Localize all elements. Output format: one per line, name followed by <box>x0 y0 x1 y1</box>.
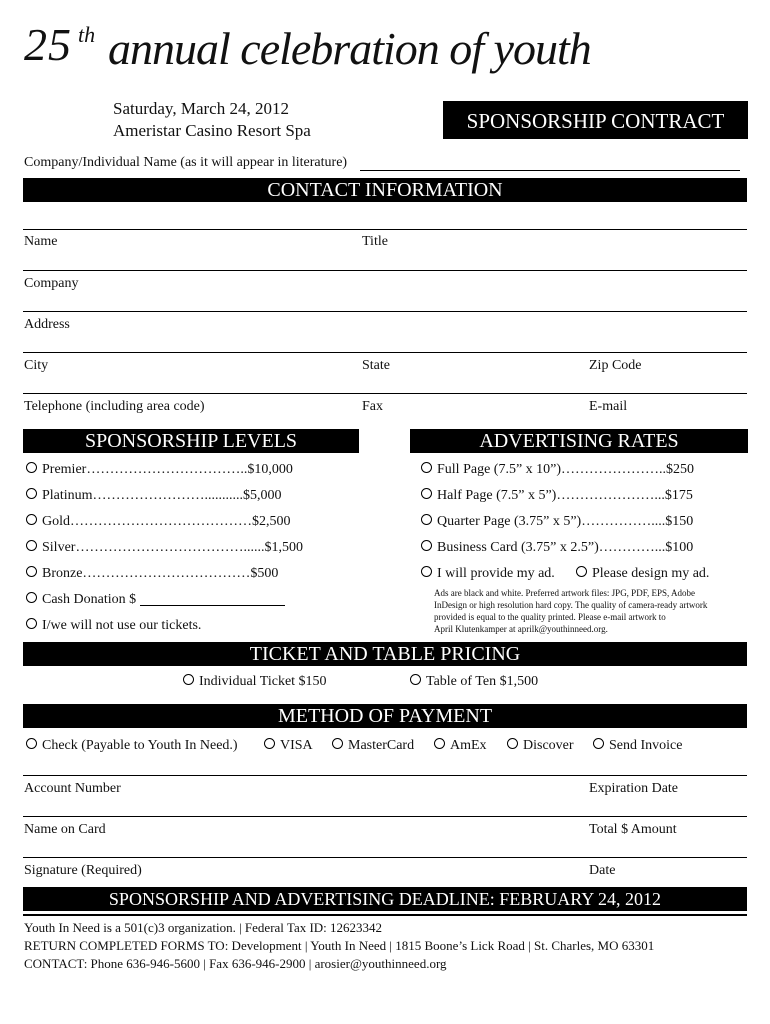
ad-note-line: provided is equal to the quality printed. Please e-mail artwork to <box>434 612 666 622</box>
pay-amex-option[interactable] <box>434 738 487 754</box>
cash-donation-option[interactable] <box>26 592 136 608</box>
ad-full-page-option[interactable] <box>421 462 694 478</box>
ad-business-card-label: Business Card (3.75” x 2.5”)…………...$100 <box>437 540 694 555</box>
pay-mastercard-option[interactable] <box>332 738 414 754</box>
fax-label: Fax <box>362 399 383 414</box>
radio-icon[interactable] <box>434 738 445 749</box>
anniversary-number: 25 <box>24 19 72 70</box>
footer-line: CONTACT: Phone 636-946-5600 | Fax 636-946-2900 | arosier@youthinneed.org <box>24 956 447 971</box>
radio-icon[interactable] <box>421 488 432 499</box>
radio-icon[interactable] <box>421 540 432 551</box>
anniversary-suffix: th <box>78 22 96 47</box>
state-label: State <box>362 358 390 373</box>
contact-line-1 <box>23 229 747 230</box>
radio-icon[interactable] <box>264 738 275 749</box>
deadline-rule <box>23 914 747 916</box>
radio-icon[interactable] <box>421 462 432 473</box>
sponsorship-heading: SPONSORSHIP LEVELS <box>23 429 359 453</box>
footer-line: Youth In Need is a 501(c)3 organization. | Federal Tax ID: 12623342 <box>24 920 383 935</box>
no-tickets-label: I/we will not use our tickets. <box>42 618 202 633</box>
individual-ticket-option[interactable] <box>183 674 327 690</box>
contact-heading: CONTACT INFORMATION <box>23 178 747 202</box>
ad-note <box>434 587 707 635</box>
radio-icon[interactable] <box>332 738 343 749</box>
tickets-heading: TICKET AND TABLE PRICING <box>23 642 747 666</box>
city-field-line[interactable] <box>23 393 747 394</box>
sponsor-bronze-option[interactable] <box>26 566 278 582</box>
pay-check-label: Check (Payable to Youth In Need.) <box>42 738 238 753</box>
pay-invoice-label: Send Invoice <box>609 738 683 753</box>
provide-ad-option[interactable] <box>421 566 555 582</box>
provide-ad-label: I will provide my ad. <box>437 566 555 581</box>
ad-note-line: April Klutenkamper at aprilk@youthinneed.org. <box>434 624 608 634</box>
sponsor-premier-label: Premier……………………………..$10,000 <box>42 462 293 477</box>
name-label: Name <box>24 234 58 249</box>
title-label: Title <box>362 234 388 249</box>
radio-icon[interactable] <box>26 540 37 551</box>
radio-icon[interactable] <box>183 674 194 685</box>
advertising-heading: ADVERTISING RATES <box>410 429 748 453</box>
ad-half-page-option[interactable] <box>421 488 693 504</box>
sponsor-silver-option[interactable] <box>26 540 303 556</box>
footer-line: RETURN COMPLETED FORMS TO: Development | Youth In Need | 1815 Boone’s Lick Road | St. Charles, MO 63301 <box>24 938 655 953</box>
design-ad-label: Please design my ad. <box>592 566 710 581</box>
deadline-banner: SPONSORSHIP AND ADVERTISING DEADLINE: FEBRUARY 24, 2012 <box>23 887 747 911</box>
radio-icon[interactable] <box>26 738 37 749</box>
pay-visa-label: VISA <box>280 738 313 753</box>
zip-label: Zip Code <box>589 358 642 373</box>
ad-business-card-option[interactable] <box>421 540 693 556</box>
city-label: City <box>24 358 49 373</box>
sponsor-platinum-option[interactable] <box>26 488 282 504</box>
name-on-card-line[interactable] <box>23 857 747 858</box>
telephone-label: Telephone (including area code) <box>24 399 205 414</box>
cash-donation-line[interactable] <box>140 605 285 606</box>
event-date: Saturday, March 24, 2012 <box>113 99 289 118</box>
radio-icon[interactable] <box>26 618 37 629</box>
event-venue: Ameristar Casino Resort Spa <box>113 121 311 140</box>
ad-quarter-page-label: Quarter Page (3.75” x 5”)……………....$150 <box>437 514 694 529</box>
payment-line-1 <box>23 775 747 776</box>
radio-icon[interactable] <box>26 514 37 525</box>
sponsor-silver-label: Silver………………………………......$1,500 <box>42 540 303 555</box>
radio-icon[interactable] <box>507 738 518 749</box>
total-amount-label: Total $ Amount <box>589 822 677 837</box>
radio-icon[interactable] <box>26 488 37 499</box>
footer <box>24 919 654 973</box>
cash-donation-label: Cash Donation $ <box>42 592 137 607</box>
radio-icon[interactable] <box>26 462 37 473</box>
ad-note-line: InDesign or high resolution hard copy. The quality of camera-ready artwork <box>434 600 708 610</box>
sponsor-bronze-label: Bronze………………………………$500 <box>42 566 279 581</box>
radio-icon[interactable] <box>576 566 587 577</box>
company-label: Company <box>24 276 79 291</box>
email-label: E-mail <box>589 399 628 414</box>
company-name-line[interactable] <box>360 170 740 171</box>
company-name-label: Company/Individual Name (as it will appear in literature) <box>24 155 348 170</box>
design-ad-option[interactable] <box>576 566 709 582</box>
no-tickets-option[interactable] <box>26 618 201 634</box>
table-of-ten-label: Table of Ten $1,500 <box>426 674 539 689</box>
pay-discover-label: Discover <box>523 738 574 753</box>
pay-invoice-option[interactable] <box>593 738 682 754</box>
date-label: Date <box>589 863 616 878</box>
radio-icon[interactable] <box>421 514 432 525</box>
name-on-card-label: Name on Card <box>24 822 106 837</box>
individual-ticket-label: Individual Ticket $150 <box>199 674 327 689</box>
pay-amex-label: AmEx <box>450 738 487 753</box>
company-field-line[interactable] <box>23 311 747 312</box>
expiration-label: Expiration Date <box>589 781 679 796</box>
payment-heading: METHOD OF PAYMENT <box>23 704 747 728</box>
pay-mastercard-label: MasterCard <box>348 738 415 753</box>
radio-icon[interactable] <box>410 674 421 685</box>
radio-icon[interactable] <box>593 738 604 749</box>
account-number-line[interactable] <box>23 816 747 817</box>
ad-half-page-label: Half Page (7.5” x 5”)…………………...$175 <box>437 488 693 503</box>
contract-label: SPONSORSHIP CONTRACT <box>443 101 748 139</box>
address-label: Address <box>24 317 70 332</box>
sponsor-gold-label: Gold…………………………………$2,500 <box>42 514 291 529</box>
ad-quarter-page-option[interactable] <box>421 514 693 530</box>
ad-full-page-label: Full Page (7.5” x 10”)…………………..$250 <box>437 462 695 477</box>
pay-visa-option[interactable] <box>264 738 313 754</box>
sponsor-platinum-label: Platinum……………………...........$5,000 <box>42 488 282 503</box>
pay-discover-option[interactable] <box>507 738 574 754</box>
address-field-line[interactable] <box>23 352 747 353</box>
signature-label: Signature (Required) <box>24 863 142 878</box>
radio-icon[interactable] <box>26 566 37 577</box>
radio-icon[interactable] <box>26 592 37 603</box>
sponsor-premier-option[interactable] <box>26 462 293 478</box>
radio-icon[interactable] <box>421 566 432 577</box>
name-field-line[interactable] <box>23 270 747 271</box>
ad-note-line: Ads are black and white. Preferred artwork files: JPG, PDF, EPS, Adobe <box>434 588 695 598</box>
sponsor-gold-option[interactable] <box>26 514 291 530</box>
account-number-label: Account Number <box>24 781 121 796</box>
event-title: annual celebration of youth <box>108 23 591 74</box>
pay-check-option[interactable] <box>26 738 238 754</box>
table-of-ten-option[interactable] <box>410 674 538 690</box>
